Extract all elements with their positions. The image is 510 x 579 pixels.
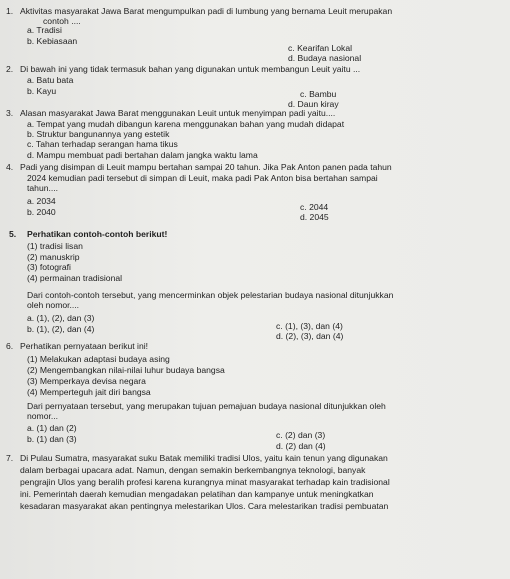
list-item: (3) Memperkaya devisa negara [27,376,146,386]
option-b[interactable]: b. Kayu [27,86,57,96]
option-d[interactable]: d. (2) dan (4) [276,441,326,451]
list-item: (2) Mengembangkan nilai-nilai luhur budaya bangsa [27,365,225,375]
option-d[interactable]: d. Budaya nasional [288,53,362,63]
question-stem-line: Dari contoh-contoh tersebut, yang mencerminkan objek pelestarian budaya nasional ditunjukkan [27,290,394,300]
option-b[interactable]: b. (1), (2), dan (4) [27,324,95,334]
question-stem-line: ini. Pemerintah daerah kemudian mengadakan pelatihan dan kampanye untuk meningkatkan [20,489,374,499]
question-stem-line: pengrajin Ulos yang beralih profesi karena kurangnya minat masyarakat terhadap kain tradisional [20,477,390,487]
list-item: (3) fotografi [27,262,71,272]
question-stem-line: kesadaran masyarakat akan pentingnya melestarikan Ulos. Cara melestarikan tradisi pembuatan [20,501,389,511]
question-stem-line: Aktivitas masyarakat Jawa Barat mengumpulkan padi di lumbung yang bernama Leuit merupakan [20,6,393,16]
question-stem-line: Dari pernyataan tersebut, yang merupakan tujuan pemajuan budaya nasional ditunjukkan oleh [27,401,386,411]
option-d[interactable]: d. Daun kiray [288,99,339,109]
option-b[interactable]: b. Kebiasaan [27,36,78,46]
question-number: 5. [9,229,17,239]
option-a[interactable]: a. Batu bata [27,75,74,85]
option-c[interactable]: c. Kearifan Lokal [288,43,353,53]
option-c[interactable]: c. Bambu [300,89,337,99]
question-number: 3. [6,108,14,118]
question-number: 6. [6,341,14,351]
option-b[interactable]: b. 2040 [27,207,56,217]
question-number: 7. [6,453,14,463]
option-b[interactable]: b. Struktur bangunannya yang estetik [27,129,170,139]
option-a[interactable]: a. 2034 [27,196,56,206]
list-item: (2) manuskrip [27,252,80,262]
question-stem-line: Alasan masyarakat Jawa Barat menggunakan Leuit untuk menyimpan padi yaitu.... [20,108,336,118]
question-number: 2. [6,64,14,74]
question-stem-line: nomor... [27,411,59,421]
question-stem-line: Perhatikan pernyataan berikut ini! [20,341,149,351]
question-number: 1. [6,6,14,16]
question-number: 4. [6,162,14,172]
option-c[interactable]: c. (2) dan (3) [276,430,326,440]
question-stem-line: Padi yang disimpan di Leuit mampu bertahan sampai 20 tahun. Jika Pak Anton panen pada tahun [20,162,392,172]
question-stem-line: tahun.... [27,183,59,193]
option-a[interactable]: a. (1), (2), dan (3) [27,313,95,323]
question-stem-line: Di Pulau Sumatra, masyarakat suku Batak memiliki tradisi Ulos, yaitu kain tenun yang digunakan [20,453,388,463]
list-item: (1) Melakukan adaptasi budaya asing [27,354,170,364]
option-a[interactable]: a. Tempat yang mudah dibangun karena menggunakan bahan yang mudah didapat [27,119,345,129]
option-a[interactable]: a. (1) dan (2) [27,423,77,433]
list-item: (1) tradisi lisan [27,241,83,251]
question-stem-line: 2024 kemudian padi tersebut di simpan di Leuit, maka padi Pak Anton bisa bertahan sampai [27,173,378,183]
list-item: (4) permainan tradisional [27,273,123,283]
question-stem-line: oleh nomor.... [27,300,80,310]
option-c[interactable]: c. 2044 [300,202,329,212]
list-item: (4) Memperteguh jait diri bangsa [27,387,151,397]
question-stem-line: Perhatikan contoh-contoh berikut! [27,229,168,239]
option-c[interactable]: c. Tahan terhadap serangan hama tikus [27,139,178,149]
option-b[interactable]: b. (1) dan (3) [27,434,77,444]
option-d[interactable]: d. 2045 [300,212,329,222]
option-d[interactable]: d. (2), (3), dan (4) [276,331,344,341]
question-stem-line: contoh .... [43,16,81,26]
option-d[interactable]: d. Mampu membuat padi bertahan dalam jangka waktu lama [27,150,258,160]
question-stem-line: Di bawah ini yang tidak termasuk bahan yang digunakan untuk membangun Leuit yaitu ... [20,64,361,74]
option-a[interactable]: a. Tradisi [27,25,62,35]
question-stem-line: dalam berbagai upacara adat. Namun, dengan semakin berkembangnya teknologi, banyak [20,465,366,475]
option-c[interactable]: c. (1), (3), dan (4) [276,321,343,331]
